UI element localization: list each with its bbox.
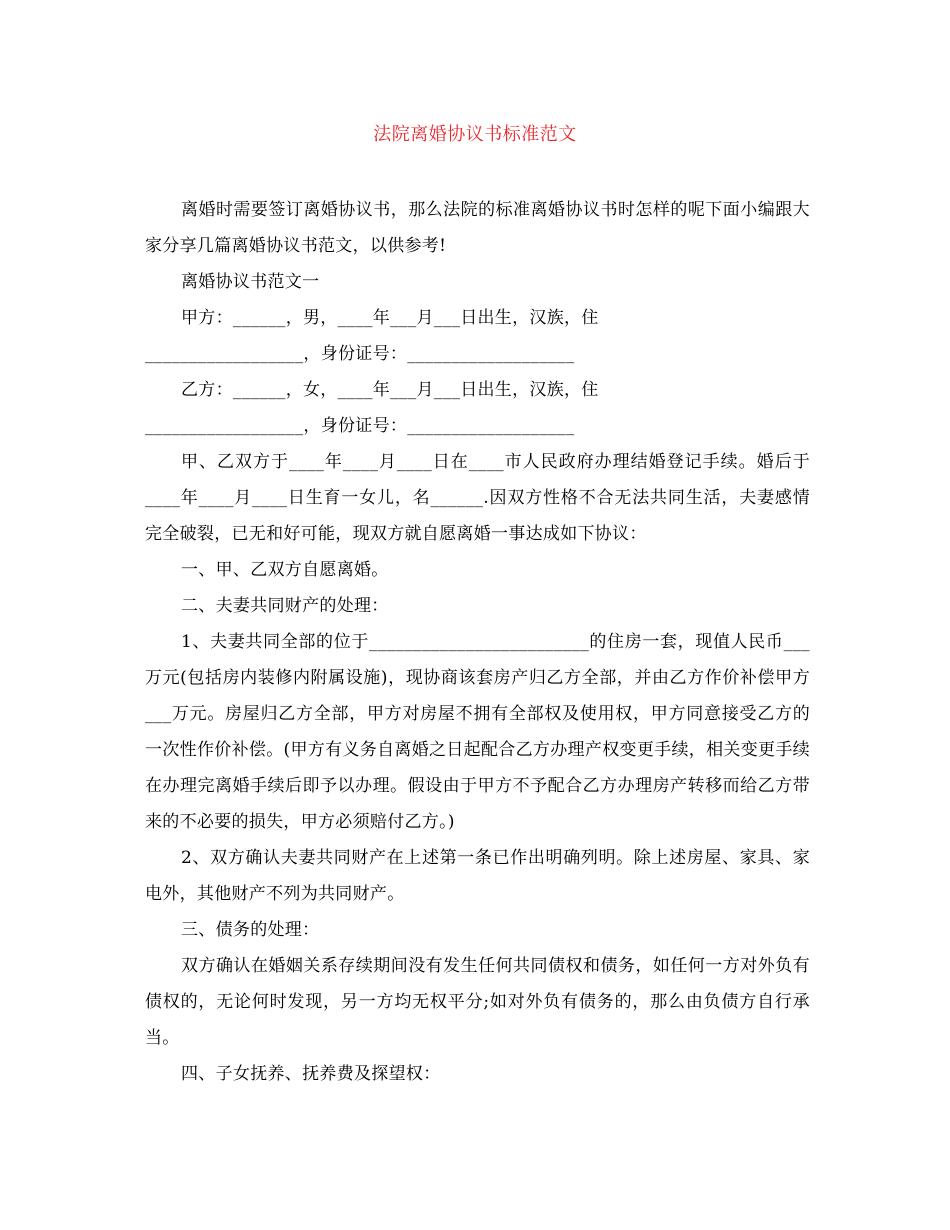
paragraph-intro: 离婚时需要签订离婚协议书，那么法院的标准离婚协议书时怎样的呢下面小编跟大家分享几篇离婚协议书范文，以供参考! — [145, 200, 810, 256]
paragraph-party-b: 乙方：______，女，____年___月___日出生，汉族，住 — [181, 380, 599, 400]
document-body — [145, 192, 810, 1092]
paragraph-property-2: 2、双方确认夫妻共同财产在上述第一条已作出明确列明。除上述房屋、家具、家电外，其他财产不列为共同财产。 — [145, 848, 810, 904]
paragraph-party-b-id: __________________，身份证号：___________________ — [145, 416, 575, 436]
paragraph-debts: 双方确认在婚姻关系存续期间没有发生任何共同债权和债务，如任何一方对外负有债权的，无论何时发现，另一方均无权平分;如对外负有债务的，那么由负债方自行承当。 — [145, 956, 810, 1048]
paragraph-party-a-id: __________________，身份证号：___________________ — [145, 344, 575, 364]
paragraph-marriage-info: 甲、乙双方于____年____月____日在____市人民政府办理结婚登记手续。婚后于____年____月____日生育一女儿，名______.因双方性格不合无法共同生活，夫妻感情完全破裂，已无和好可能，现双方就自愿离婚一事达成如下协议： — [145, 452, 810, 544]
paragraph-party-a: 甲方：______，男，____年___月___日出生，汉族，住 — [181, 308, 599, 328]
paragraph-property-1: 1、夫妻共同全部的位于_________________________的住房一套，现值人民币___万元(包括房内装修内附属设施)，现协商该套房产归乙方全部，并由乙方作价补偿甲方___万元。房屋归乙方全部，甲方对房屋不拥有全部权及使用权，甲方同意接受乙方的一次性作价补偿。(甲方有义务自离婚之日起配合乙方办理产权变更手续，相关变更手续在办理完离婚手续后即予以办理。假设由于甲方不予配合乙方办理房产转移而给乙方带来的不必要的损失，甲方必须赔付乙方。) — [145, 632, 810, 832]
paragraph-clause-3-heading: 三、债务的处理： — [181, 920, 320, 940]
document-title: 法院离婚协议书标准范文 — [373, 124, 577, 145]
paragraph-clause-2-heading: 二、夫妻共同财产的处理： — [181, 596, 389, 616]
paragraph-clause-1: 一、甲、乙双方自愿离婚。 — [181, 560, 389, 580]
paragraph-clause-4-heading: 四、子女抚养、抚养费及探望权： — [181, 1064, 441, 1084]
paragraph-sample-heading: 离婚协议书范文一 — [181, 272, 320, 292]
